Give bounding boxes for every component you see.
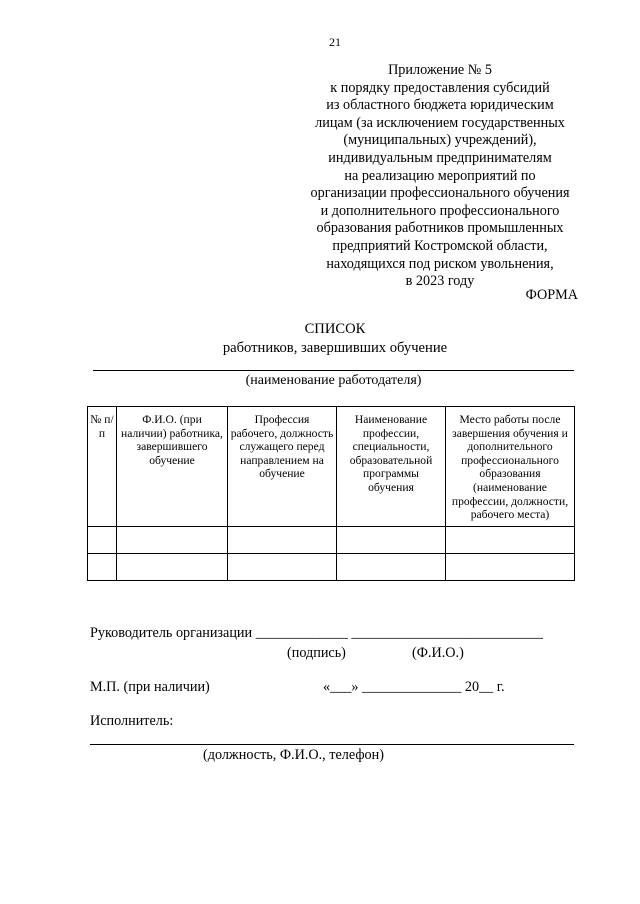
appendix-line: из областного бюджета юридическим [326,97,554,114]
header-number: № п/п [88,407,117,527]
table-cell[interactable] [117,553,228,580]
stamp-label: М.П. (при наличии) [90,679,210,695]
appendix-line: индивидуальным предпринимателям [328,149,552,166]
executor-label: Исполнитель: [90,713,174,729]
table-cell[interactable] [117,526,228,553]
table-row [88,526,575,553]
name-caption: (Ф.И.О.) [412,645,464,661]
name-blank[interactable]: ___________________________ [351,625,543,641]
header-profession-before: Профессия рабочего, должность служащего перед направлением на обучение [228,407,337,527]
appendix-line: Приложение № 5 [388,62,492,78]
employer-line [93,370,574,371]
date-field[interactable]: «___» ______________ 20__ г. [323,679,505,695]
signature-caption: (подпись) [287,645,346,661]
appendix-line: находящихся под риском увольнения, [326,255,554,272]
appendix-line: предприятий Костромской области, [332,237,548,254]
table-cell[interactable] [337,526,446,553]
appendix-line: к порядку предоставления субсидий [330,79,550,96]
appendix-line: на реализацию мероприятий по [344,167,536,184]
appendix-line: организации профессионального обучения [310,185,570,202]
header-workplace-after: Место работы после завершения обучения и дополнительного профессионального образования (наименование профессии, должности, рабочего места) [446,407,575,527]
appendix-line: образования работников промышленных [316,220,564,237]
title-heading: СПИСОК [304,321,366,337]
table-header-row [88,407,575,527]
title-subheading: работников, завершивших обучение [222,340,448,356]
table-cell[interactable] [228,526,337,553]
workers-table [87,406,575,581]
signature-section [90,625,543,642]
table-cell[interactable] [337,553,446,580]
table-cell[interactable] [446,553,575,580]
executor-caption: (должность, Ф.И.О., телефон) [203,747,384,763]
header-full-name: Ф.И.О. (при наличии) работника, завершившего обучение [117,407,228,527]
header-program: Наименование профессии, специальности, образовательной программы обучения [337,407,446,527]
appendix-line: в 2023 году [405,273,475,290]
page-number: 21 [329,35,341,49]
table-row [88,553,575,580]
appendix-header [290,62,590,291]
document-title [0,320,640,358]
signature-blank[interactable]: _____________ [255,625,348,641]
form-label: ФОРМА [525,287,578,303]
table-cell[interactable] [228,553,337,580]
table-cell[interactable] [446,526,575,553]
signature-label: Руководитель организации [90,625,253,641]
executor-line[interactable] [90,744,574,745]
table-cell[interactable] [88,553,117,580]
table-cell[interactable] [88,526,117,553]
appendix-line: (муниципальных) учреждений), [343,132,537,149]
employer-caption: (наименование работодателя) [245,373,422,388]
appendix-line: лицам (за исключением государственных [315,114,565,131]
appendix-line: и дополнительного профессионального [320,202,560,219]
